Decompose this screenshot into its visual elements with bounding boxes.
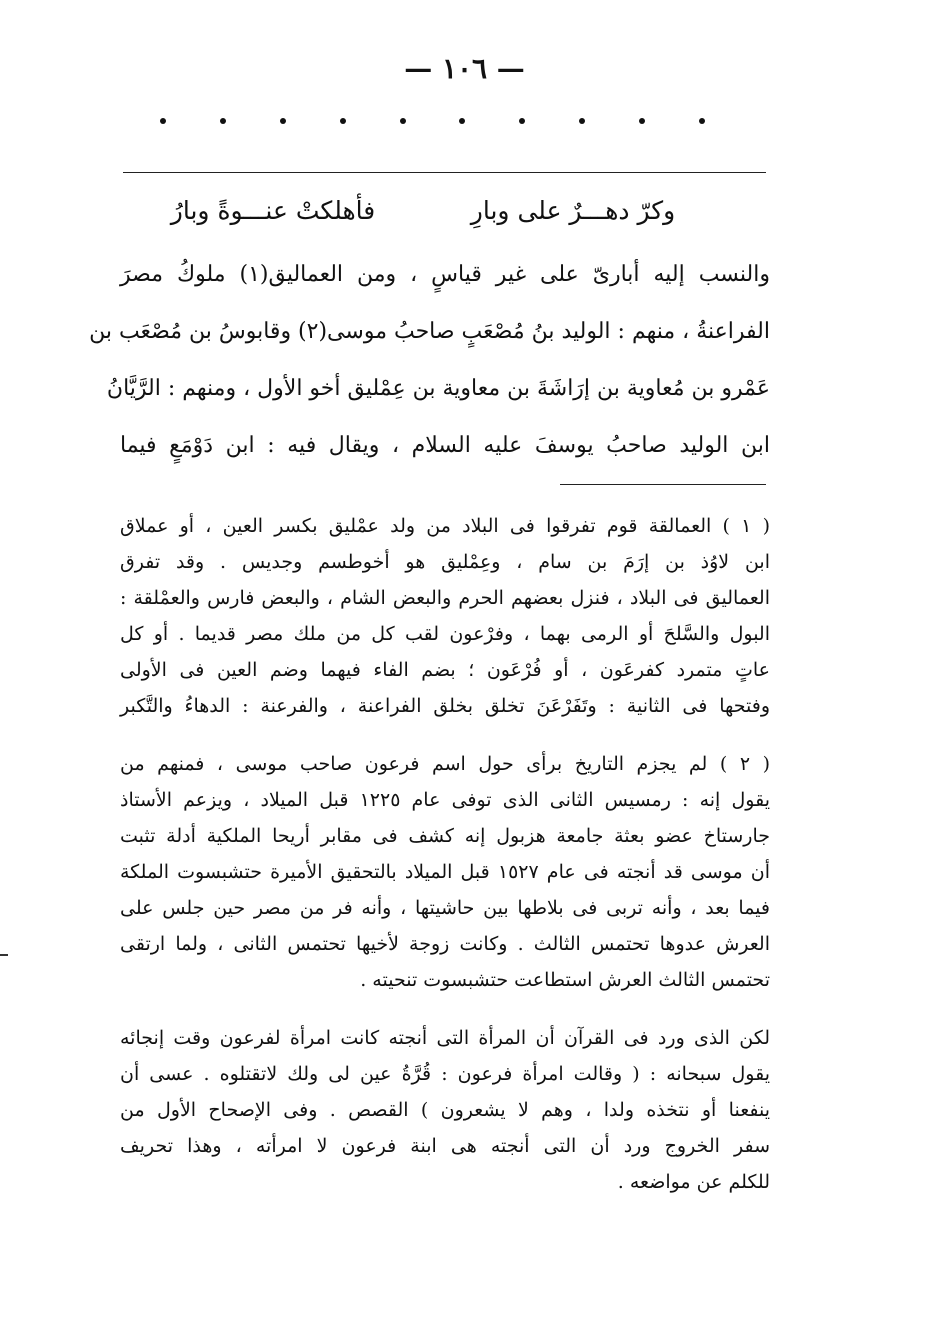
page-number: — ١٠٦ —	[404, 52, 525, 85]
footnote-line: جارستاخ عضو بعثة جامعة هزبول إنه كشف فى مقابر أريحا الملكية أدلة تثبت	[120, 825, 770, 847]
ornamental-dots	[160, 118, 705, 124]
margin-mark	[0, 954, 8, 956]
footnote-line: ( ٢ ) لم يجزم التاريخ برأى حول اسم فرعون صاحب موسى ، فمنهم من	[120, 753, 770, 775]
dot-ornament	[579, 118, 585, 124]
footnote-line: العرش عدوها تحتمس الثالث . وكانت زوجة لأخيها تحتمس الثانى ، ولما ارتقى	[120, 933, 770, 955]
footnote-line: لكن الذى ورد فى القرآن أن المرأة التى أنجته كانت امرأة لفرعون وقت إنجائه	[120, 1027, 770, 1049]
dot-ornament	[340, 118, 346, 124]
footnote-continuation	[120, 1020, 770, 1200]
footnotes	[120, 508, 770, 1200]
dot-ornament	[220, 118, 226, 124]
dot-ornament	[639, 118, 645, 124]
footnote-line: البول والسَّلحَ أو الرمى بهما ، وفرْعون لقب كل من ملك مصر قديما . أو كل	[120, 623, 770, 645]
footnote-1	[120, 508, 770, 724]
poem-verse	[123, 185, 723, 237]
footnote-line: سفر الخروج ورد أن التى أنجته هى ابنة فرعون لا امرأته ، وهذا تحريف	[120, 1135, 770, 1157]
dot-ornament	[280, 118, 286, 124]
dot-ornament	[519, 118, 525, 124]
dot-ornament	[400, 118, 406, 124]
footnote-line: أن موسى قد أنجته فى عام ١٥٢٧ قبل الميلاد بالتحقيق الأميرة حتشبسوت الملكة	[120, 861, 770, 883]
footnote-line: العماليق فى البلاد ، فنزل بعضهم الحرم والبعض الشام ، والبعض فارس والعمْلقة :	[120, 587, 770, 609]
footnote-line: للكلم عن مواضعه .	[617, 1171, 770, 1193]
dot-ornament	[160, 118, 166, 124]
text-line: الفراعنةُ ، منهم : الوليد بنُ مُصْعَبٍ صاحبُ موسى(٢) وقابوسُ بن مُصْعَب بن	[89, 319, 770, 344]
main-text	[89, 246, 770, 474]
text-line: والنسب إليه أبارىّ على غير قياسٍ ، ومن العماليق(١) ملوكُ مصرَ	[120, 262, 770, 287]
footnote-line: يقول سبحانه : ( وقالت امرأة فرعون : قُرَّةُ عين لى ولك لاتقتلوه . عسى أن	[120, 1063, 770, 1085]
top-divider	[123, 172, 766, 173]
footnote-2	[120, 746, 770, 998]
verse-right-hemistich: وكرّ دهـــرٌ على وبارِ	[470, 196, 676, 225]
text-line: ابن الوليد صاحبُ يوسفَ عليه السلام ، ويقال فيه : ابن دَوْمَعٍ فيما	[120, 433, 770, 458]
verse-left-hemistich: فأهلكتْ عنـــوةً وبارُ	[170, 196, 376, 225]
footnote-line: ينفعنا أو نتخذه ولدا ، وهم لا يشعرون ) القصص . وفى الإصحاح الأول من	[120, 1099, 770, 1121]
footnote-line: تحتمس الثالث العرش استطاعت حتشبسوت تنحيته .	[360, 969, 770, 991]
footnote-divider	[560, 484, 766, 485]
footnote-line: ( ١ ) العمالقة قوم تفرقوا فى البلاد من ولد عمْليق بكسر العين ، أو عملاق	[120, 515, 771, 537]
footnote-line: عاتٍ متمرد كفرعَون ، أو فُرْعَون ؛ بضم الفاء فيهما وضم العين فى الأولى	[120, 659, 770, 681]
footnote-line: فيما بعد ، وأنه تربى فى بلاطها بين حاشيتها ، وأنه فر من مصر حين جلس على	[120, 897, 770, 919]
footnote-line: يقول إنه : رمسيس الثانى الذى توفى عام ١٢٢٥ قبل الميلاد ، ويزعم الأستاذ	[120, 789, 770, 811]
text-line: عَمْرو بن مُعاوية بن إرَاشَةَ بن معاوية بن عِمْليق أخو الأول ، ومنهم : الرَّيَّانُ	[106, 376, 770, 401]
dot-ornament	[459, 118, 465, 124]
footnote-line: وفتحها فى الثانية : وتَفَرْعَنَ تخلق بخلق الفراعنة ، والفرعنة : الدهاءُ والتَّكبر	[120, 695, 770, 717]
footnote-line: ابن لاوُذ بن إرَمَ بن سام ، وعِمْليق هو أخوطسم وجديس . وقد تفرق	[120, 551, 770, 573]
dot-ornament	[699, 118, 705, 124]
